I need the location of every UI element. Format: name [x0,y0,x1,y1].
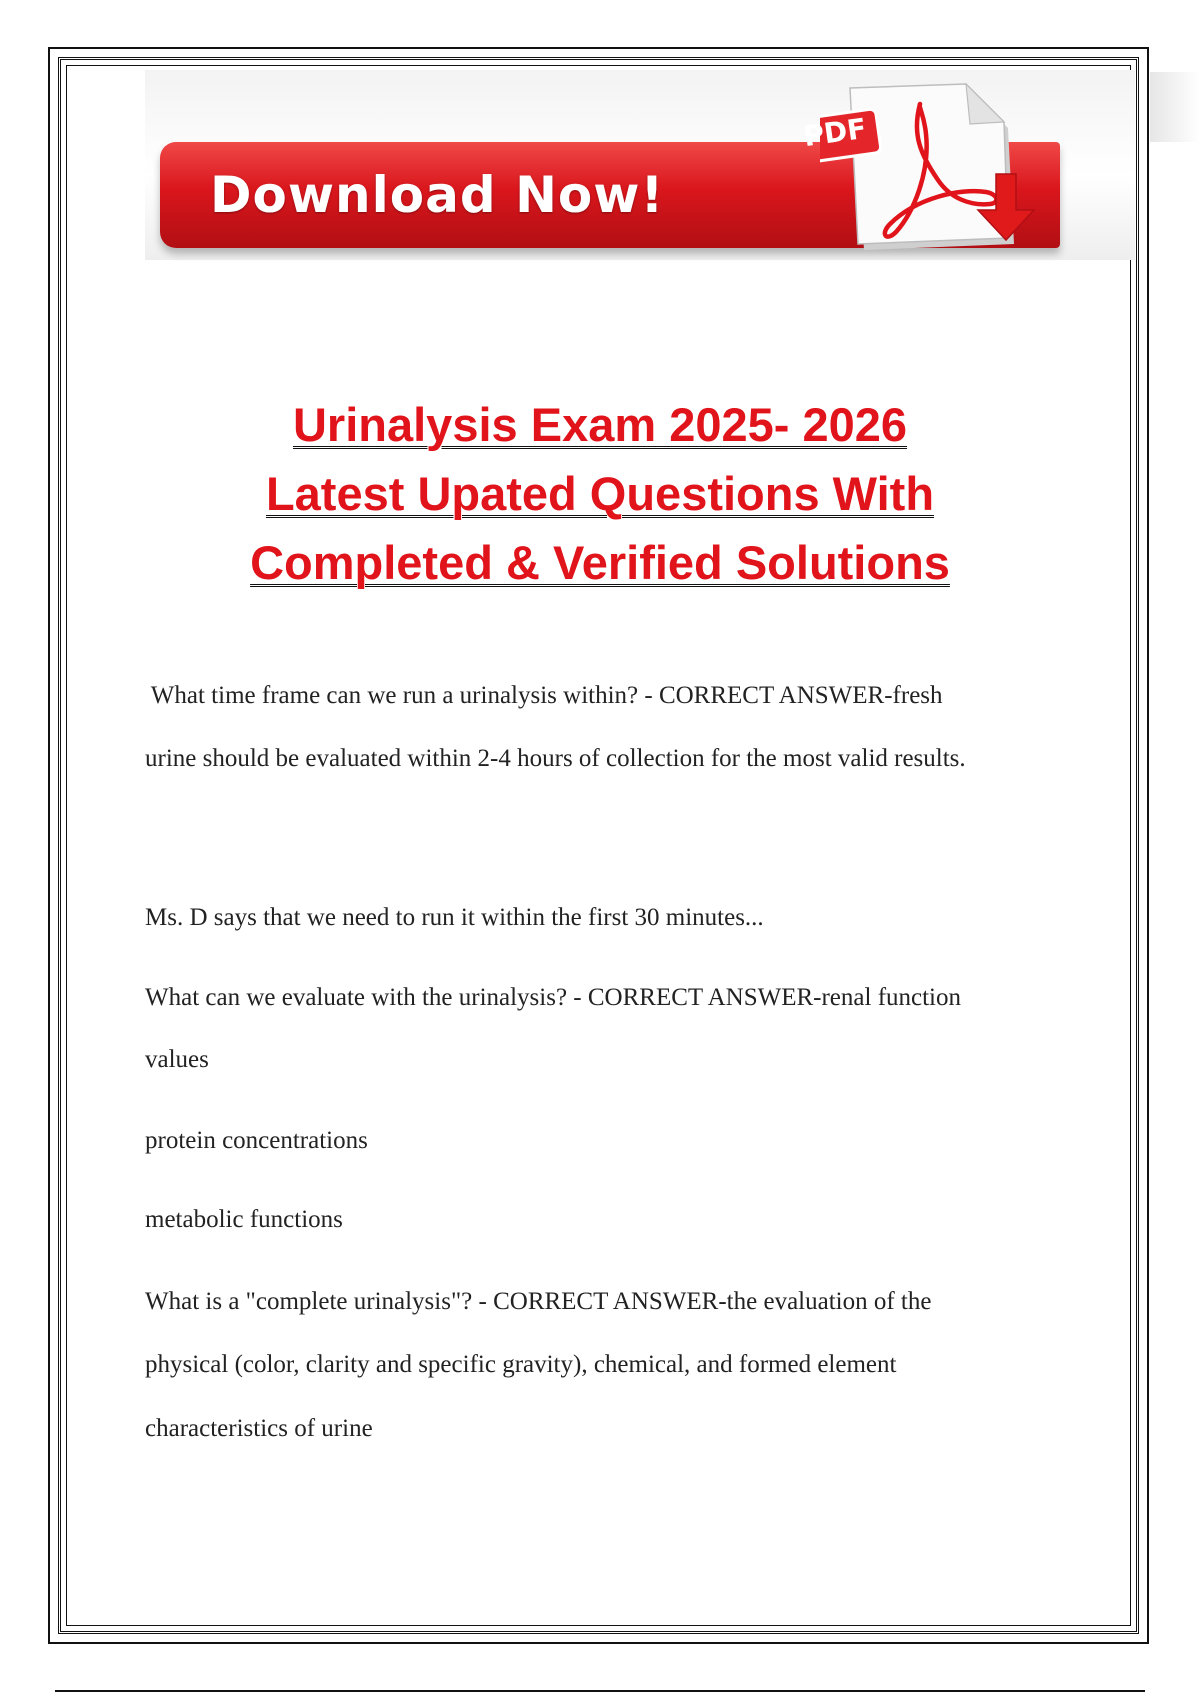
qa-line: urine should be evaluated within 2-4 hours of collection for the most valid results. [145,745,966,772]
qa-line: physical (color, clarity and specific gravity), chemical, and formed element [145,1351,897,1378]
qa-line: What time frame can we run a urinalysis within? - CORRECT ANSWER-fresh [145,682,943,709]
pdf-icon [820,74,1110,254]
banner-edge-shadow [1150,72,1200,142]
qa-line: metabolic functions [145,1206,343,1233]
download-now-label: Download Now! [210,166,665,224]
title-line-3: Completed & Verified Solutions [250,536,950,589]
footer-rule [55,1690,1145,1692]
qa-line: characteristics of urine [145,1415,373,1442]
title-line-1: Urinalysis Exam 2025- 2026 [292,398,908,451]
document-title [100,390,1100,597]
qa-line: Ms. D says that we need to run it within the first 30 minutes... [145,904,764,931]
qa-line: What is a "complete urinalysis"? - CORRECT ANSWER-the evaluation of the [145,1288,932,1315]
qa-line: What can we evaluate with the urinalysis? - CORRECT ANSWER-renal function [145,984,962,1011]
qa-line: protein concentrations [145,1127,368,1154]
pdf-tag-label: PDF [801,111,869,154]
page-inner-border-2 [66,65,1131,1626]
qa-line: values [145,1046,209,1073]
title-line-2: Latest Upated Questions With [265,467,935,520]
